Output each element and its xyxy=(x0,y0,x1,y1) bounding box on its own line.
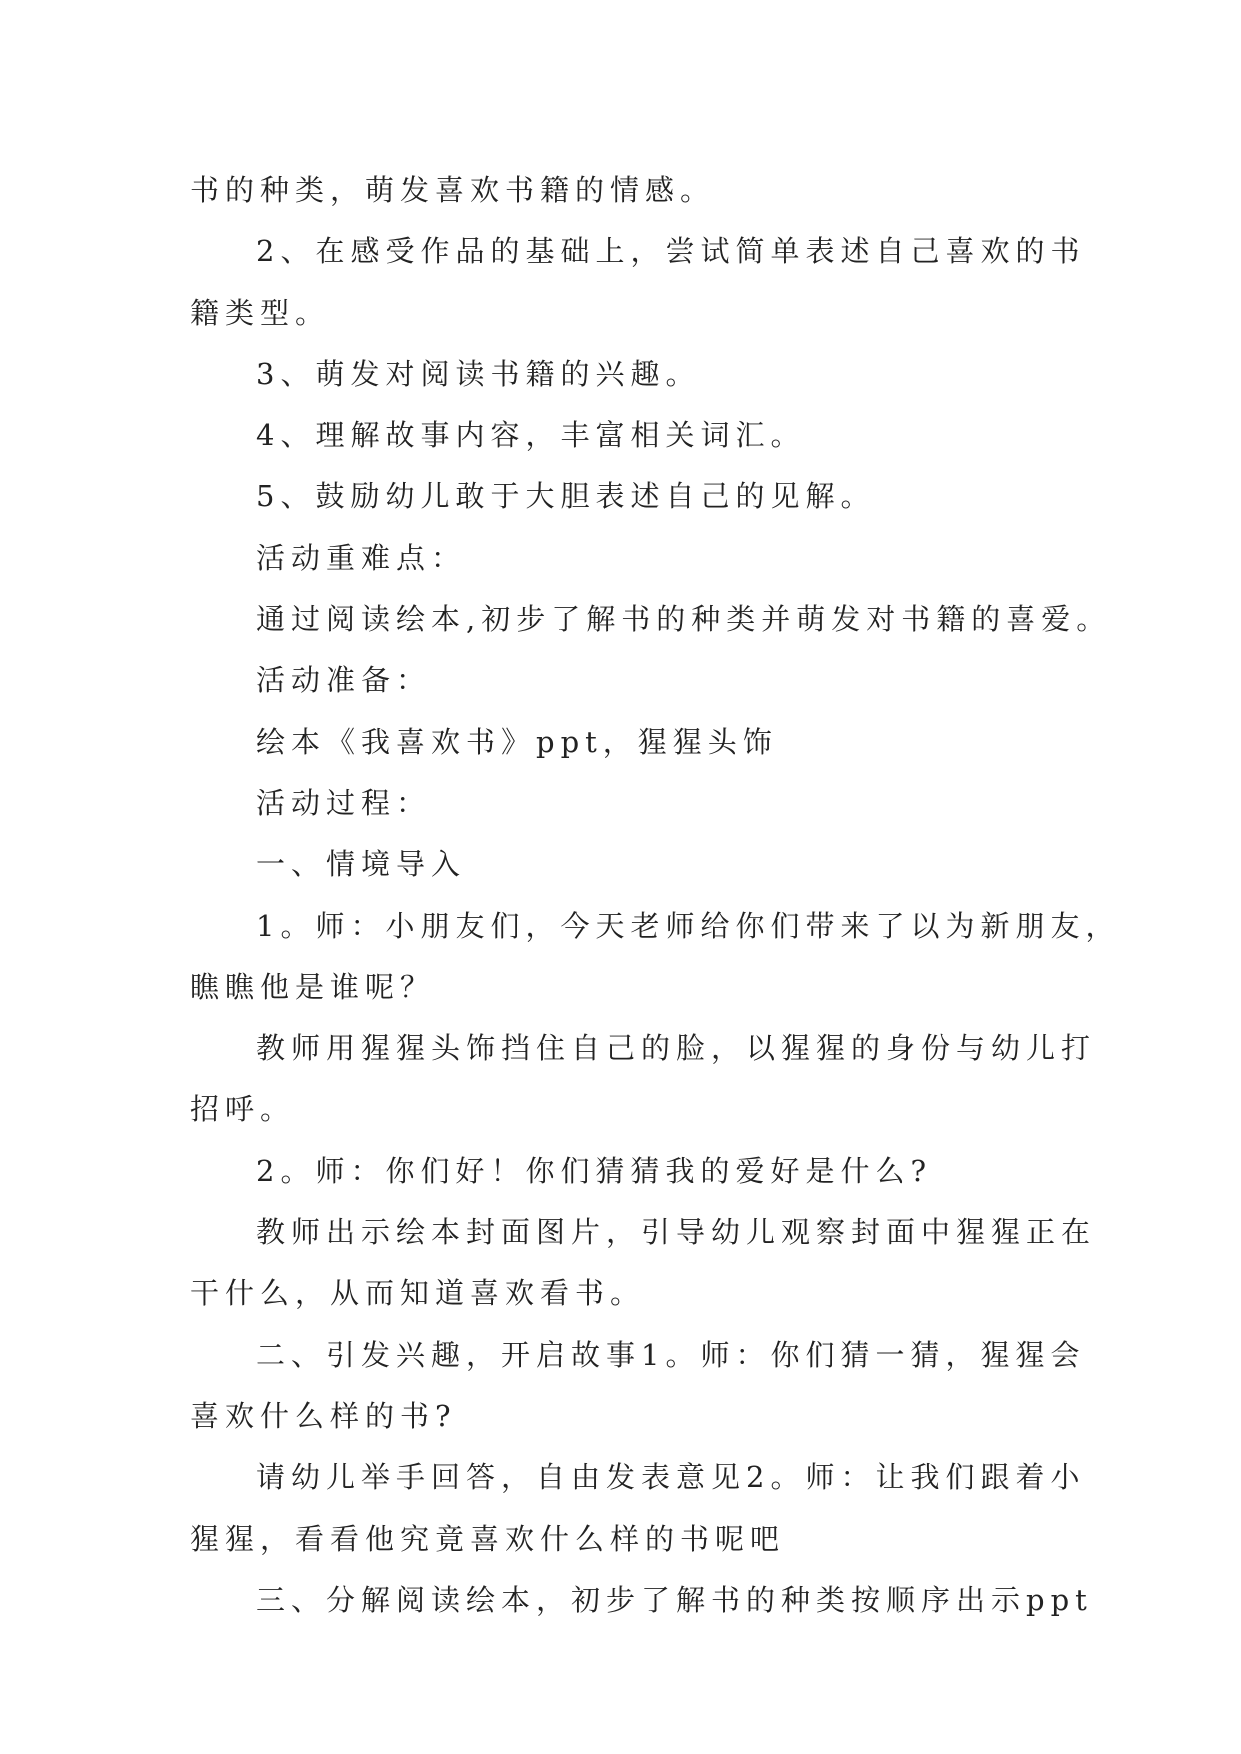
text-line: 2。师：你们好！你们猜猜我的爱好是什么? xyxy=(256,1153,932,1188)
text-line: 请幼儿举手回答，自由发表意见2。师：让我们跟着小 xyxy=(256,1460,1086,1495)
section-heading: 活动准备： xyxy=(256,663,432,698)
text-line: 喜欢什么样的书? xyxy=(190,1398,457,1433)
text-line: 教师用猩猩头饰挡住自己的脸，以猩猩的身份与幼儿打 xyxy=(256,1031,1097,1066)
text-line: 干什么，从而知道喜欢看书。 xyxy=(190,1276,646,1311)
subsection-heading: 一、情境导入 xyxy=(256,847,467,882)
subsection-heading: 三、分解阅读绘本，初步了解书的种类按顺序出示ppt xyxy=(256,1582,1093,1617)
text-line: 3、萌发对阅读书籍的兴趣。 xyxy=(256,356,701,391)
text-line: 绘本《我喜欢书》ppt，猩猩头饰 xyxy=(256,724,778,759)
text-line: 猩猩，看看他究竟喜欢什么样的书呢吧 xyxy=(190,1521,786,1556)
text-line: 籍类型。 xyxy=(190,295,331,330)
text-line: 5、鼓励幼儿敢于大胆表述自己的见解。 xyxy=(256,479,876,514)
text-line: 瞧瞧他是谁呢？ xyxy=(190,969,436,1004)
section-heading: 活动重难点： xyxy=(256,540,467,575)
text-line: 通过阅读绘本,初步了解书的种类并萌发对书籍的喜爱。 xyxy=(256,602,1112,637)
section-heading: 活动过程： xyxy=(256,785,432,820)
text-line: 2、在感受作品的基础上，尝试简单表述自己喜欢的书 xyxy=(256,234,1086,269)
text-line: 1。师：小朋友们，今天老师给你们带来了以为新朋友， xyxy=(256,908,1121,943)
document-body xyxy=(190,160,1121,1631)
text-line: 书的种类，萌发喜欢书籍的情感。 xyxy=(190,173,716,207)
text-line: 4、理解故事内容，丰富相关词汇。 xyxy=(256,418,806,453)
subsection-heading: 二、引发兴趣，开启故事1。师：你们猜一猜，猩猩会 xyxy=(256,1337,1086,1372)
text-line: 招呼。 xyxy=(190,1092,296,1127)
text-line: 教师出示绘本封面图片，引导幼儿观察封面中猩猩正在 xyxy=(256,1215,1097,1250)
